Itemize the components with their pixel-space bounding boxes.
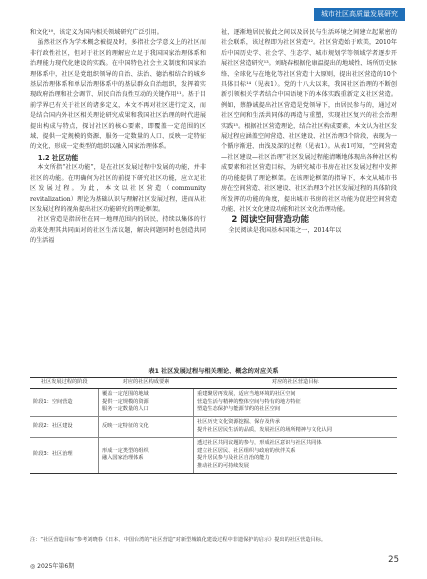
feature-item: 服务一定数量的人口: [102, 406, 149, 413]
table-header-cell: 对应的社区构成要素: [99, 378, 194, 389]
right-column: [221, 28, 397, 236]
table-note: 注：“社区营造目标”参考刘晓春《日本、中国台湾的“社区营造”对新型城镇化建设过程中非遗保护的启示》提出的社区营造目标。: [30, 537, 327, 543]
content-cell: [194, 437, 398, 473]
stage-cell: 阶段1：空间营造: [30, 388, 99, 416]
feature-item: 反映一定特征的文化: [102, 423, 149, 430]
content-item: 塑造生态保护与能源节约的社区空间: [197, 406, 281, 413]
table-row: [30, 437, 397, 473]
table-row: [30, 388, 397, 416]
table-header-cell: 社区发展过程的阶段: [30, 378, 99, 389]
content-item: 建立社区居民、社区组织与政府的伙伴关系: [197, 447, 296, 454]
table-row: [30, 417, 397, 438]
paragraph: 虽然社区作为学术概念被提及时，多指社会学意义上的社区而非行政性社区，但对于社区的理解应立足于我国国家治理体系和治理能力现代化建设的实践。在中国特色社会主义制度和国家治理体系中，社区是党组织领导的自治、法治、德治相结合的城乡基层治理体系和单层治理体系中的基层群众自治组织，发挥着实现政府治理和社会调节、居民自治良性互动的关键作用¹¹。基于目前学界已有关于社区的诸多定义，本文不再对社区进行定义，而是结合国内外社区相关理论研究成果和我国社区治理的时代进展提出构成与特点，探讨社区的核心要素，即覆盖一定范围的区域、提供一定规模的资源、服务一定数量的人口、反映一定特征的文化，形成一定类型的组织以融入国家治理体系。: [30, 39, 206, 151]
stage-cell: 阶段3：社区治理: [30, 437, 99, 473]
feature-item: 覆盖一定范围的地域: [102, 390, 149, 397]
section-header-tag: 城市社区高质量发展研究: [314, 8, 405, 21]
content-item: 推动社区的可持续发展: [197, 463, 249, 470]
paragraph: 祉，逐渐地居民彼此之间以及居民与生活环境之间建立起紧密的社会联系，该过程即为社区营造¹²。社区营造始于欧美，2010年后中国历史学、社会学、生态学、城市规划学等领域学者逐步开展社区营造研究¹³。刘晓春根据伦康温提出的地域性、场所历史脉络、全球化与在地化等社区营造十大原则，提出社区营造的10个具体目标¹⁴（见表1）。党的十八大以来，我国社区治理的不断创新引领相关学者结合中国语境下的本体实践重新定义社区营造。例如，蔡静诚提出社区营造是党领导下，由居民参与的，通过对社区空间和生活共同体的再造与重塑，实现社区复兴的社会治理实践¹⁵。根据社区营造理论，结合社区构成要素，本文认为社区发展过程应涵盖空间营造、社区建设、社区治理3个阶段，表现为一个循序渐进、由浅及深的过程（见表1）。从表1可知，“空间营造—社区建设—社区治理”社区发展过程能清晰地体现出各种社区构成要素和社区营造目标，为研究城市书房在社区发展过程中发挥的功能提供了理论框架。在该理论框架的指导下，本文从城市书房在空间营造、社区建设、社区治理3个社区发展过程的具体阶段所发挥的功能的角度，提出城市书房的社区功能为促进空间营造功能、社区文化建设功能和社区文化治理功能。: [221, 29, 397, 213]
content-item: 重建聚居再发展，适应当地环境的社区空间: [197, 390, 296, 397]
feature-cell: [99, 388, 194, 416]
content-item: 营造生活与精神的整体空间与特有的地方特征: [197, 398, 301, 405]
left-column: [30, 28, 206, 247]
feature-item: 提供一定规模的资源: [102, 398, 149, 405]
feature-item: 形成一定类型的组织: [102, 447, 149, 454]
paragraph: 社区营造是指居住在同一地理范围内的居民，持续以集体的行动来处理其共同面对的社区生活议题，解决问题同时也创造共同的生活福: [30, 216, 206, 245]
paragraph: 全民阅读是我国基本国策之一，2014年以: [228, 226, 342, 234]
feature-cell: [99, 437, 194, 473]
paragraph: 本文所指“社区功能”，是在社区发展过程中发展的功能，并非社区的功能。在明确何为社区的前提下研究社区功能，应立足社区发展过程。为此，本文以社区营造（community revitalization）理论为基础认识与理解社区发展过程，进而从社区发展过程的视角提出社区功能研究的理论框架。: [30, 164, 206, 213]
stage-cell: 阶段2：社区建设: [30, 417, 99, 438]
content-item: 透过社区共同议题的参与，形成社区意识与社区共同体: [197, 439, 322, 446]
content-item: 提升社区居民生活的品质，发展社区的场所精神与文化认同: [197, 426, 332, 433]
content-cell: [194, 388, 398, 416]
paragraph: 和文化¹⁰，该定义为国内相关领域研究广泛引用。: [30, 29, 163, 36]
feature-cell: [99, 417, 194, 438]
table-header-cell: 对应的社区营造目标: [194, 378, 398, 389]
content-cell: [194, 417, 398, 438]
content-item: 提升居民参与及社区自治的能力: [197, 455, 270, 462]
content-item: 社区历史文化资源挖掘、保存及传承: [197, 419, 281, 426]
feature-item: 融入国家治理体系: [102, 455, 144, 462]
comparison-table: [30, 377, 397, 474]
table-title: 表1 社区发展过程与相关理论、概念的对应关系: [148, 368, 279, 375]
page-number: 25: [388, 555, 399, 565]
issue-footer: ◎ 2025年第6期: [30, 563, 75, 570]
chapter-heading: 2 阅读空间营造功能: [231, 215, 310, 226]
table-header-row: [30, 378, 397, 389]
section-heading: 1.2 社区功能: [37, 153, 79, 162]
